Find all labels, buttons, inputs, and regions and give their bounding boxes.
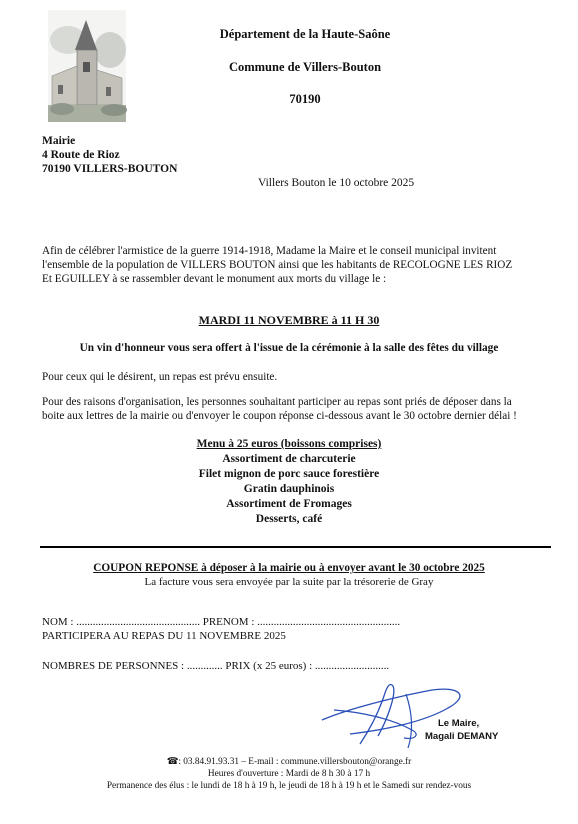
commune-title: Commune de Villers-Bouton bbox=[228, 60, 382, 74]
persons-price-line[interactable]: NOMBRES DE PERSONNES : ............. PRIX (x 25 euros) : ........................... bbox=[42, 660, 390, 672]
repas-line: Pour ceux qui le désirent, un repas est prévu ensuite. bbox=[42, 371, 278, 383]
vin-honneur: Un vin d'honneur vous sera offert à l'issue de la cérémonie à la salle des fêtes du village bbox=[79, 342, 499, 354]
intro-line-2: l'ensemble de la population de VILLERS BOUTON ainsi que les habitants de RECOLOGNE LES RIOZ bbox=[42, 259, 513, 271]
organisation-line-1: Pour des raisons d'organisation, les personnes souhaitant participer au repas sont priés de déposer dans la bbox=[42, 396, 512, 408]
address-line-2: 4 Route de Rioz bbox=[42, 149, 120, 161]
menu-item: Assortiment de Fromages bbox=[226, 498, 352, 510]
footer-permanence: Permanence des élus : le lundi de 18 h à 19 h, le jeudi de 18 h à 19 h et le Samedi sur rendez-vous bbox=[106, 781, 472, 791]
coupon-divider bbox=[40, 546, 551, 548]
date-line: Villers Bouton le 10 octobre 2025 bbox=[258, 177, 415, 189]
address-line-1: Mairie bbox=[42, 135, 76, 147]
department-title: Département de la Haute-Saône bbox=[219, 27, 391, 41]
church-logo bbox=[48, 10, 126, 122]
menu-item: Gratin dauphinois bbox=[243, 483, 335, 495]
signature-role: Le Maire, bbox=[438, 718, 480, 729]
coupon-subtitle: La facture vous sera envoyée par la suite par la trésorerie de Gray bbox=[144, 576, 434, 588]
organisation-line-2: boite aux lettres de la mairie ou d'envoyer le coupon réponse ci-dessous avant le 30 octobre dernier délai ! bbox=[42, 410, 517, 422]
menu-title: Menu à 25 euros (boissons comprises) bbox=[196, 438, 382, 450]
participera-line: PARTICIPERA AU REPAS DU 11 NOVEMBRE 2025 bbox=[42, 630, 286, 642]
name-field-line[interactable]: NOM : ............................................. PRENOM : .................................................... bbox=[42, 616, 401, 628]
coupon-title: COUPON REPONSE à déposer à la mairie ou à envoyer avant le 30 octobre 2025 bbox=[93, 562, 485, 574]
menu-item: Filet mignon de porc sauce forestière bbox=[198, 468, 380, 480]
postcode-title: 70190 bbox=[289, 92, 321, 106]
intro-line-1: Afin de célébrer l'armistice de la guerre 1914-1918, Madame la Maire et le conseil municipal invitent bbox=[42, 245, 497, 257]
menu-item: Assortiment de charcuterie bbox=[222, 453, 356, 465]
footer-hours: Heures d'ouverture : Mardi de 8 h 30 à 17 h bbox=[207, 769, 371, 779]
signature-name: Magali DEMANY bbox=[425, 731, 499, 742]
menu-item: Desserts, café bbox=[255, 513, 323, 525]
intro-line-3: Et EGUILLEY à se rassembler devant le monument aux morts du village le : bbox=[42, 273, 387, 285]
footer-contact: ☎: 03.84.91.93.31 – E-mail : commune.villersbouton@orange.fr bbox=[166, 757, 412, 767]
address-line-3: 70190 VILLERS-BOUTON bbox=[42, 163, 178, 175]
event-date: MARDI 11 NOVEMBRE à 11 H 30 bbox=[198, 313, 380, 327]
